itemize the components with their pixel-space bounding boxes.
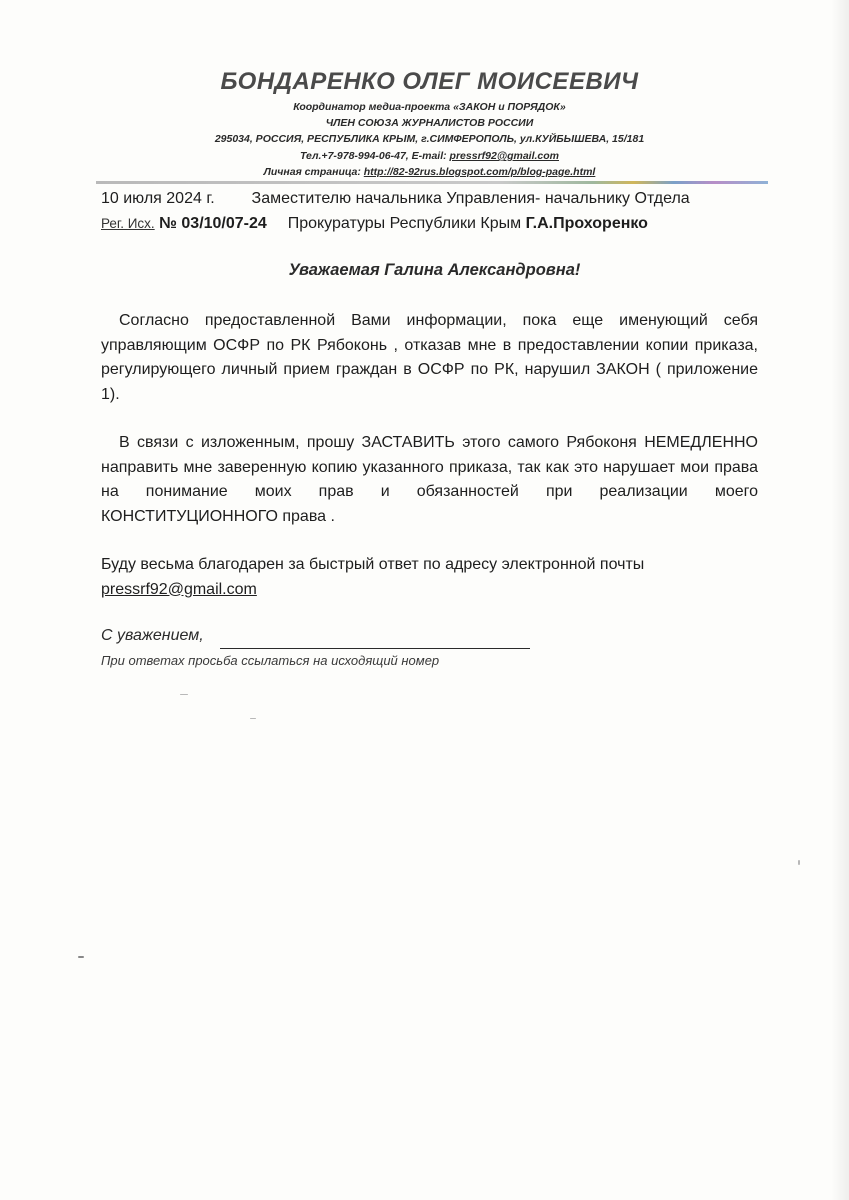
author-role: Координатор медиа-проекта «ЗАКОН и ПОРЯДОК» [293, 101, 566, 113]
scan-speck [180, 694, 188, 695]
author-name: БОНДАРЕНКО ОЛЕГ МОИСЕЕВИЧ [220, 68, 639, 95]
contact-email-link[interactable]: pressrf92@gmail.com [101, 580, 257, 598]
scan-speck [78, 956, 84, 958]
page-edge-shadow [831, 0, 849, 1200]
reply-request: Буду весьма благодарен за быстрый ответ по адресу электронной почты [101, 556, 645, 573]
reg-number-row [101, 215, 648, 233]
addressee-name: Г.А.Прохоренко [525, 215, 648, 232]
date-addressee-row [101, 190, 690, 208]
scan-speck [798, 860, 800, 865]
paragraph-2: В связи с изложенным, прошу ЗАСТАВИТЬ этого самого Рябоконя НЕМЕДЛЕННО направить мне заверенную копию указанного приказа, так как это нарушает мои права на понимание моих прав и обязанностей при реализации моего КОНСТИТУЦИОННОГО права . [101, 434, 758, 525]
addressee-position: Заместителю начальника Управления- начальнику Отдела [251, 190, 690, 207]
reg-label: Рег. Исх. [101, 216, 155, 231]
paragraph-3 [101, 553, 758, 602]
personal-page-label: Личная страница: [263, 166, 364, 178]
author-membership: ЧЛЕН СОЮЗА ЖУРНАЛИСТОВ РОССИИ [325, 117, 534, 129]
header-email-link[interactable]: pressrf92@gmail.com [449, 150, 559, 162]
scan-speck [250, 718, 256, 719]
signature-line [220, 648, 530, 649]
addressee-org: Прокуратуры Республики Крым [287, 215, 522, 232]
contact-line [0, 150, 849, 162]
paragraph-1: Согласно предоставленной Вами информации, пока еще именующий себя управляющим ОСФР по РК Рябоконь , отказав мне в предоставлении копии приказа, регулирующего личный прием граждан в ОСФР по РК, нарушил ЗАКОН ( приложение 1). [101, 312, 758, 403]
personal-page-link[interactable]: http://82-92rus.blogspot.com/p/blog-page.html [363, 166, 596, 178]
letterhead-divider [96, 181, 768, 184]
letter-date: 10 июля 2024 г. [101, 190, 215, 207]
author-address: 295034, РОССИЯ, РЕСПУБЛИКА КРЫМ, г.СИМФЕРОПОЛЬ, ул.КУЙБЫШЕВА, 15/181 [214, 133, 645, 145]
reg-number: № 03/10/07-24 [159, 215, 267, 232]
reply-note: При ответах просьба ссылаться на исходящий номер [101, 653, 440, 668]
closing: С уважением, [101, 627, 204, 644]
salutation: Уважаемая Галина Александровна! [288, 261, 581, 279]
personal-page-line [0, 166, 849, 178]
phone-text: Тел.+7-978-994-06-47, E-mail: [300, 150, 450, 162]
